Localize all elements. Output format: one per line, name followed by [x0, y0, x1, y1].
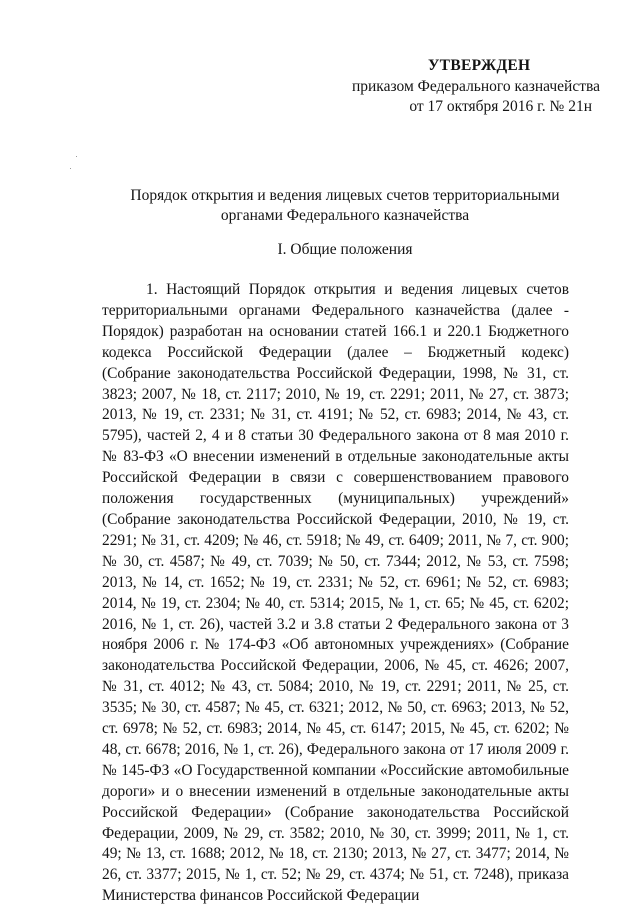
approval-order-line: приказом Федерального казначейства [351, 78, 600, 95]
scan-speck [76, 156, 77, 157]
paragraph-1: 1. Настоящий Порядок открытия и ведения лицевых счетов территориальными органами Федерального казначейства (далее - Порядок) разработан на основании статей 166.1 и 220.1 Бюджетного кодекса Российской Федерации (далее – Бюджетный кодекс) (Собрание законодательства Российской Федерации, 1998, № 31, ст. 3823; 2007, № 18, ст. 2117; 2010, № 19, ст. 2291; 2011, № 27, ст. 3873; 2013, № 19, ст. 2331; № 31, ст. 4191; № 52, ст. 6983; 2014, № 43, ст. 5795), частей 2, 4 и 8 статьи 30 Федерального закона от 8 мая 2010 г. № 83-ФЗ «О внесении изменений в отдельные законодательные акты Российской Федерации в связи с совершенствованием правового положения государственных (муниципальных) учреждений» (Собрание законодательства Российской Федерации, 2010, № 19, ст. 2291; № 31, ст. 4209; № 46, ст. 5918; № 49, ст. 6409; 2011, № 7, ст. 900; № 30, ст. 4587; № 49, ст. 7039; № 50, ст. 7344; 2012, № 53, ст. 7598; 2013, № 14, ст. 1652; № 19, ст. 2331; № 52, ст. 6961; № 52, ст. 6983; 2014, № 19, ст. 2304; № 40, ст. 5314; 2015, № 1, ст. 65; № 45, ст. 6202; 2016, № 1, ст. 26), частей 3.2 и 3.8 статьи 2 Федерального закона от 3 ноября 2006 г. № 174-ФЗ «Об автономных учреждениях» (Собрание законодательства Российской Федерации, 2006, № 45, ст. 4626; 2007, № 31, ст. 4012; № 43, ст. 5084; 2010, № 19, ст. 2291; 2011, № 25, ст. 3535; № 30, ст. 4587; № 45, ст. 6321; 2012, № 50, ст. 6963; 2013, № 52, ст. 6978; № 52, ст. 6983; 2014, № 45, ст. 6147; 2015, № 45, ст. 6202; № 48, ст. 6678; 2016, № 1, ст. 26), Федерального закона от 17 июля 2009 г. № 145-ФЗ «О Государственной компании «Российские автомобильные дороги» и о внесении изменений в отдельные законодательные акты Российской Федерации» (Собрание законодательства Российской Федерации, 2009, № 29, ст. 3582; 2010, № 30, ст. 3999; 2011, № 1, ст. 49; № 13, ст. 1688; 2012, № 18, ст. 2130; 2013, № 27, ст. 3477; 2014, № 26, ст. 3377; 2015, № 1, ст. 52; № 29, ст. 4374; № 51, ст. 7248), приказа Министерства финансов Российской Федерации [102, 281, 569, 905]
approval-block [330, 56, 600, 117]
approval-heading: УТВЕРЖДЕН [428, 57, 531, 74]
document-title: Порядок открытия и ведения лицевых счетов территориальными органами Федерального казначейства [130, 187, 560, 224]
approval-date-line: от 17 октября 2016 г. № 21н [409, 98, 592, 115]
section-heading: I. Общие положения [277, 241, 413, 258]
scan-speck [70, 168, 71, 169]
